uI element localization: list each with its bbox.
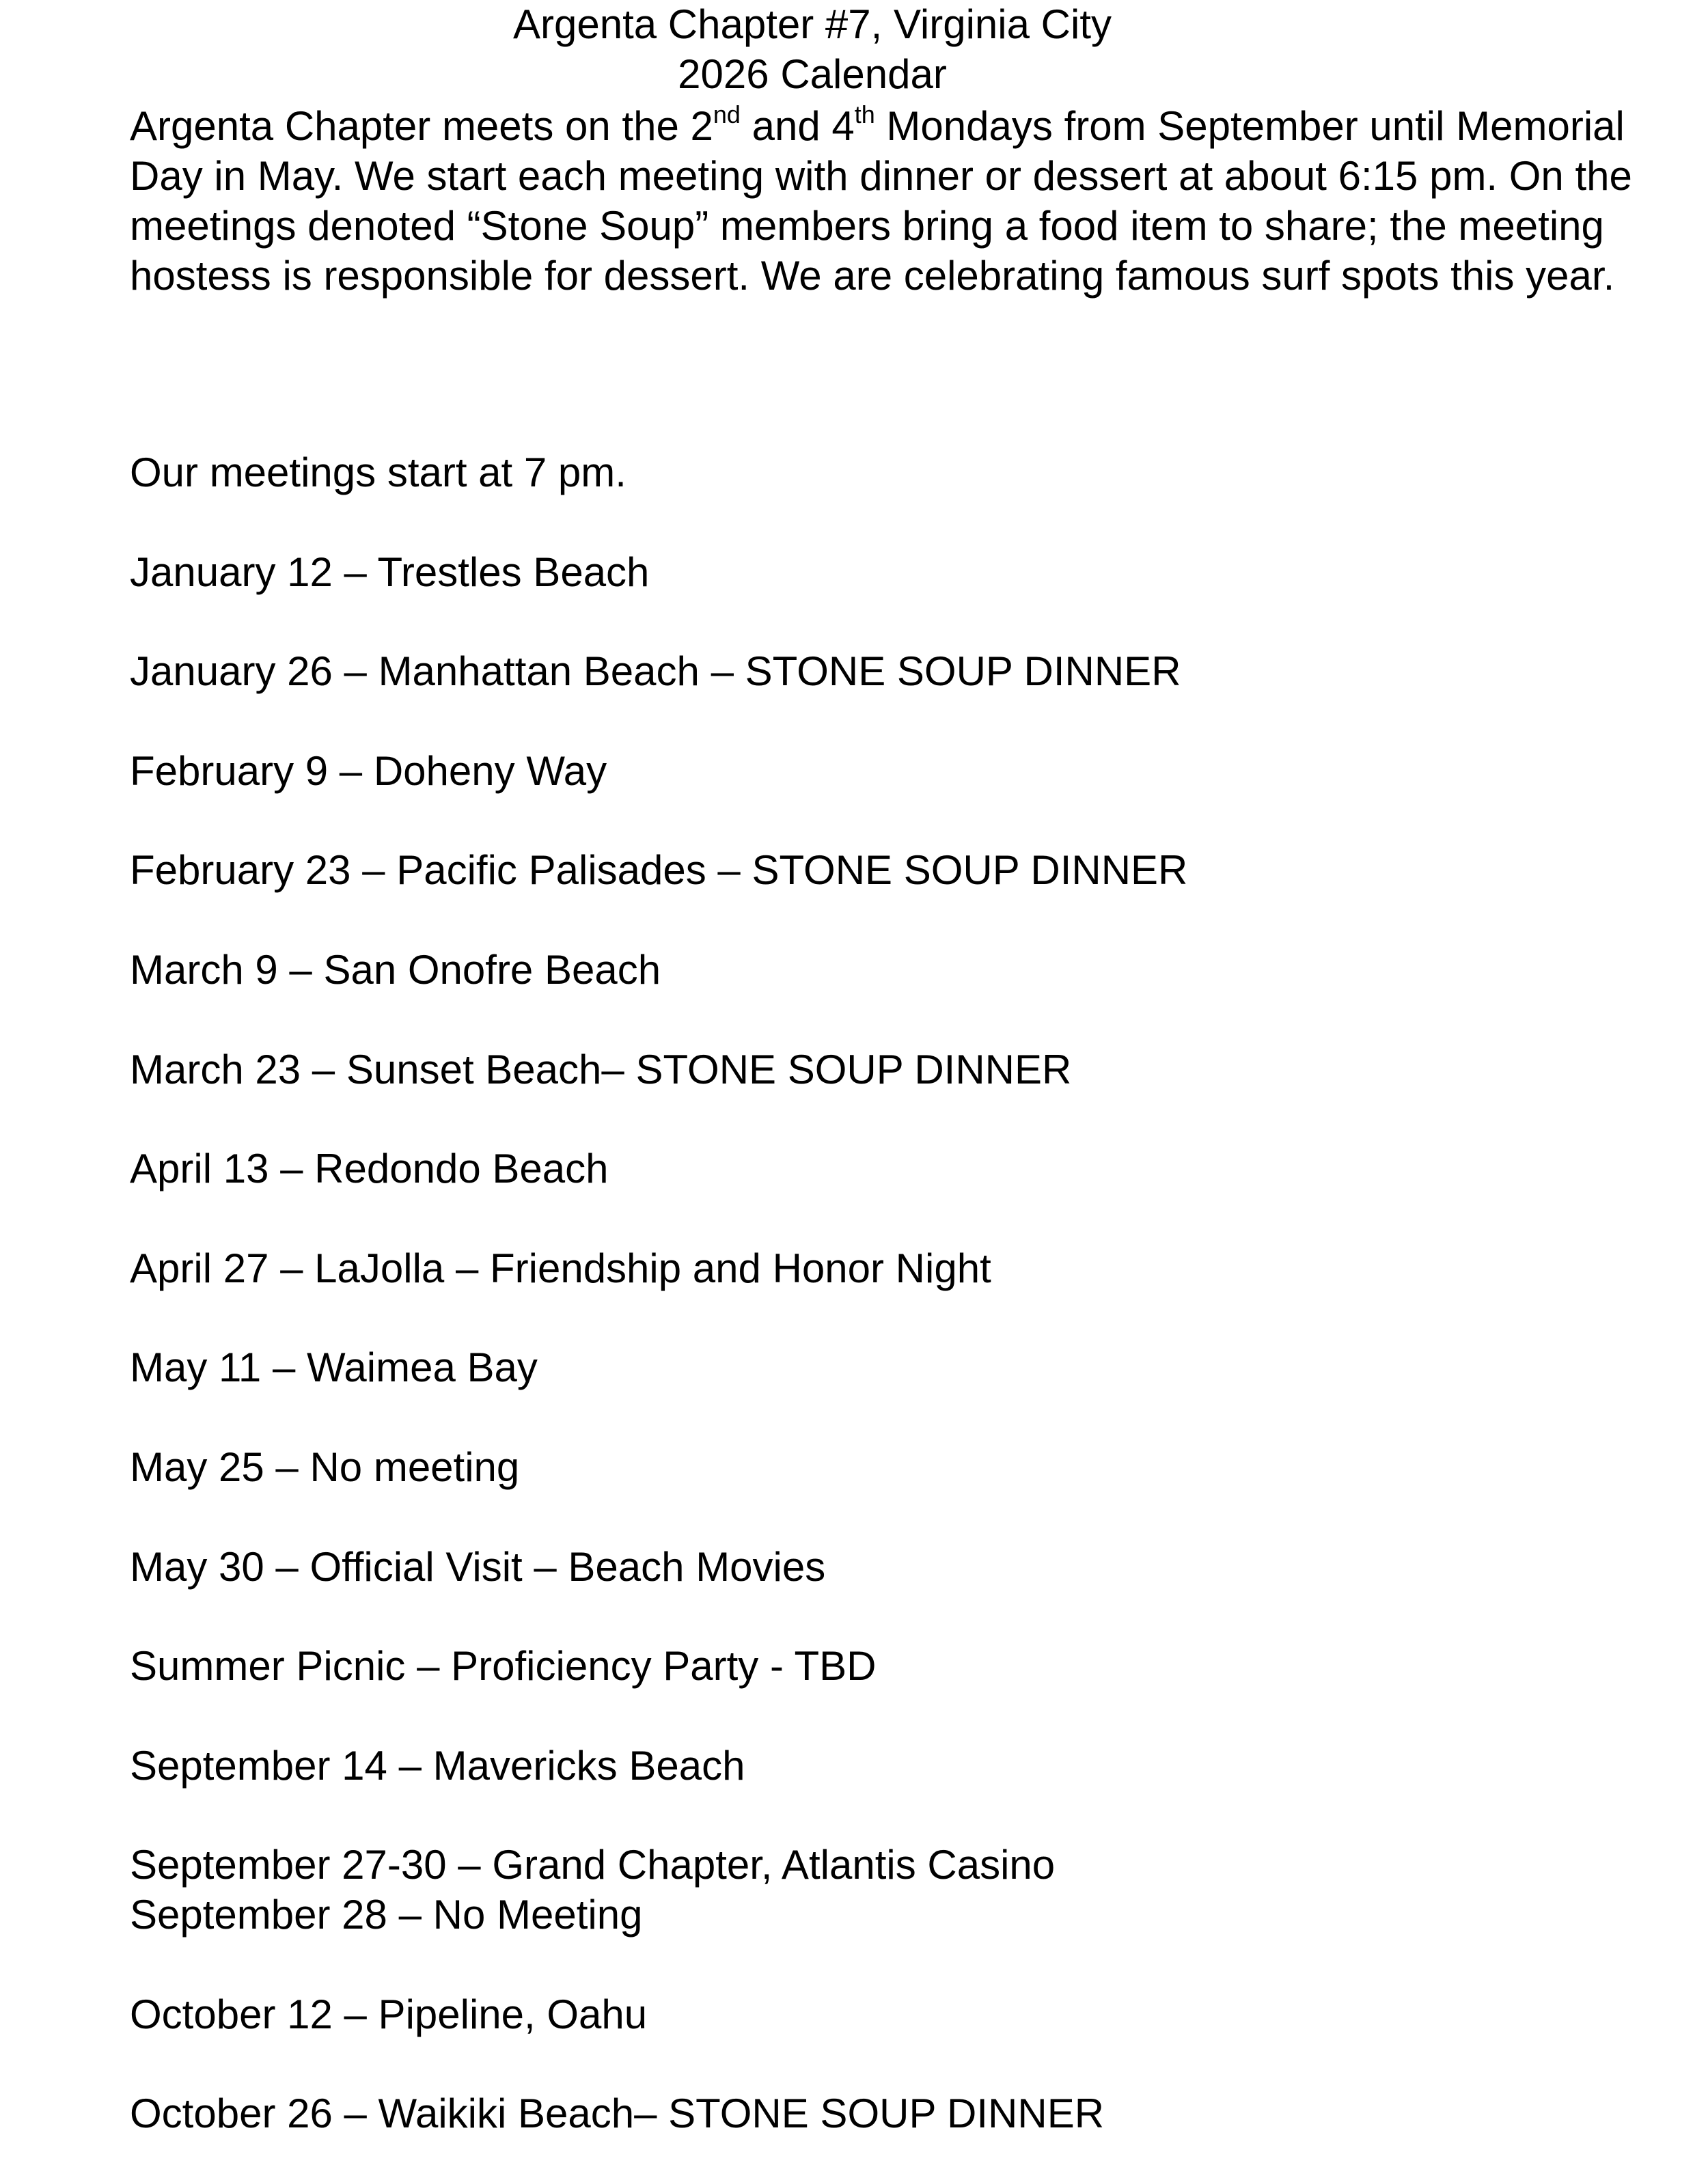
chapter-title: Argenta Chapter #7, Virginia City	[512, 1, 1112, 47]
event-item: September 14 – Mavericks Beach	[130, 1743, 745, 1789]
event-item: April 13 – Redondo Beach	[130, 1146, 609, 1191]
intro-superscript-th: th	[854, 100, 875, 128]
event-item: October 12 – Pipeline, Oahu	[130, 1991, 648, 2037]
intro-text-1: Argenta Chapter meets on the 2	[130, 103, 713, 149]
event-item: May 30 – Official Visit – Beach Movies	[130, 1544, 826, 1590]
event-item: January 26 – Manhattan Beach – STONE SOUP DINNER	[130, 648, 1181, 694]
event-item: May 25 – No meeting	[130, 1444, 520, 1490]
event-item: March 23 – Sunset Beach– STONE SOUP DINNER	[130, 1047, 1072, 1092]
meeting-start-time: Our meetings start at 7 pm.	[130, 450, 626, 495]
event-item: February 9 – Doheny Way	[130, 748, 607, 794]
intro-text-2: and 4	[740, 103, 855, 149]
event-item: Summer Picnic – Proficiency Party - TBD	[130, 1643, 877, 1689]
event-item: May 11 – Waimea Bay	[130, 1344, 538, 1390]
event-item: October 26 – Waikiki Beach– STONE SOUP DINNER	[130, 2091, 1105, 2136]
event-item: March 9 – San Onofre Beach	[130, 947, 661, 993]
event-item: September 28 – No Meeting	[130, 1892, 643, 1938]
event-item: January 12 – Trestles Beach	[130, 549, 650, 595]
event-item: April 27 – LaJolla – Friendship and Honor Night	[130, 1245, 991, 1291]
event-item: February 23 – Pacific Palisades – STONE SOUP DINNER	[130, 847, 1188, 893]
event-item: September 27-30 – Grand Chapter, Atlantis Casino	[130, 1842, 1056, 1888]
intro-text-3: Mondays from September until Memorial Day in May. We start each meeting with dinner or dessert at about 6:15 pm. On the meetings denoted “Stone Soup” members bring a food item to share; the meeting hostess is responsible for dessert. We are celebrating famous surf spots this year.	[130, 103, 1632, 299]
intro-paragraph	[130, 101, 1633, 301]
calendar-year-title: 2026 Calendar	[678, 51, 947, 97]
intro-superscript-nd: nd	[713, 100, 741, 128]
